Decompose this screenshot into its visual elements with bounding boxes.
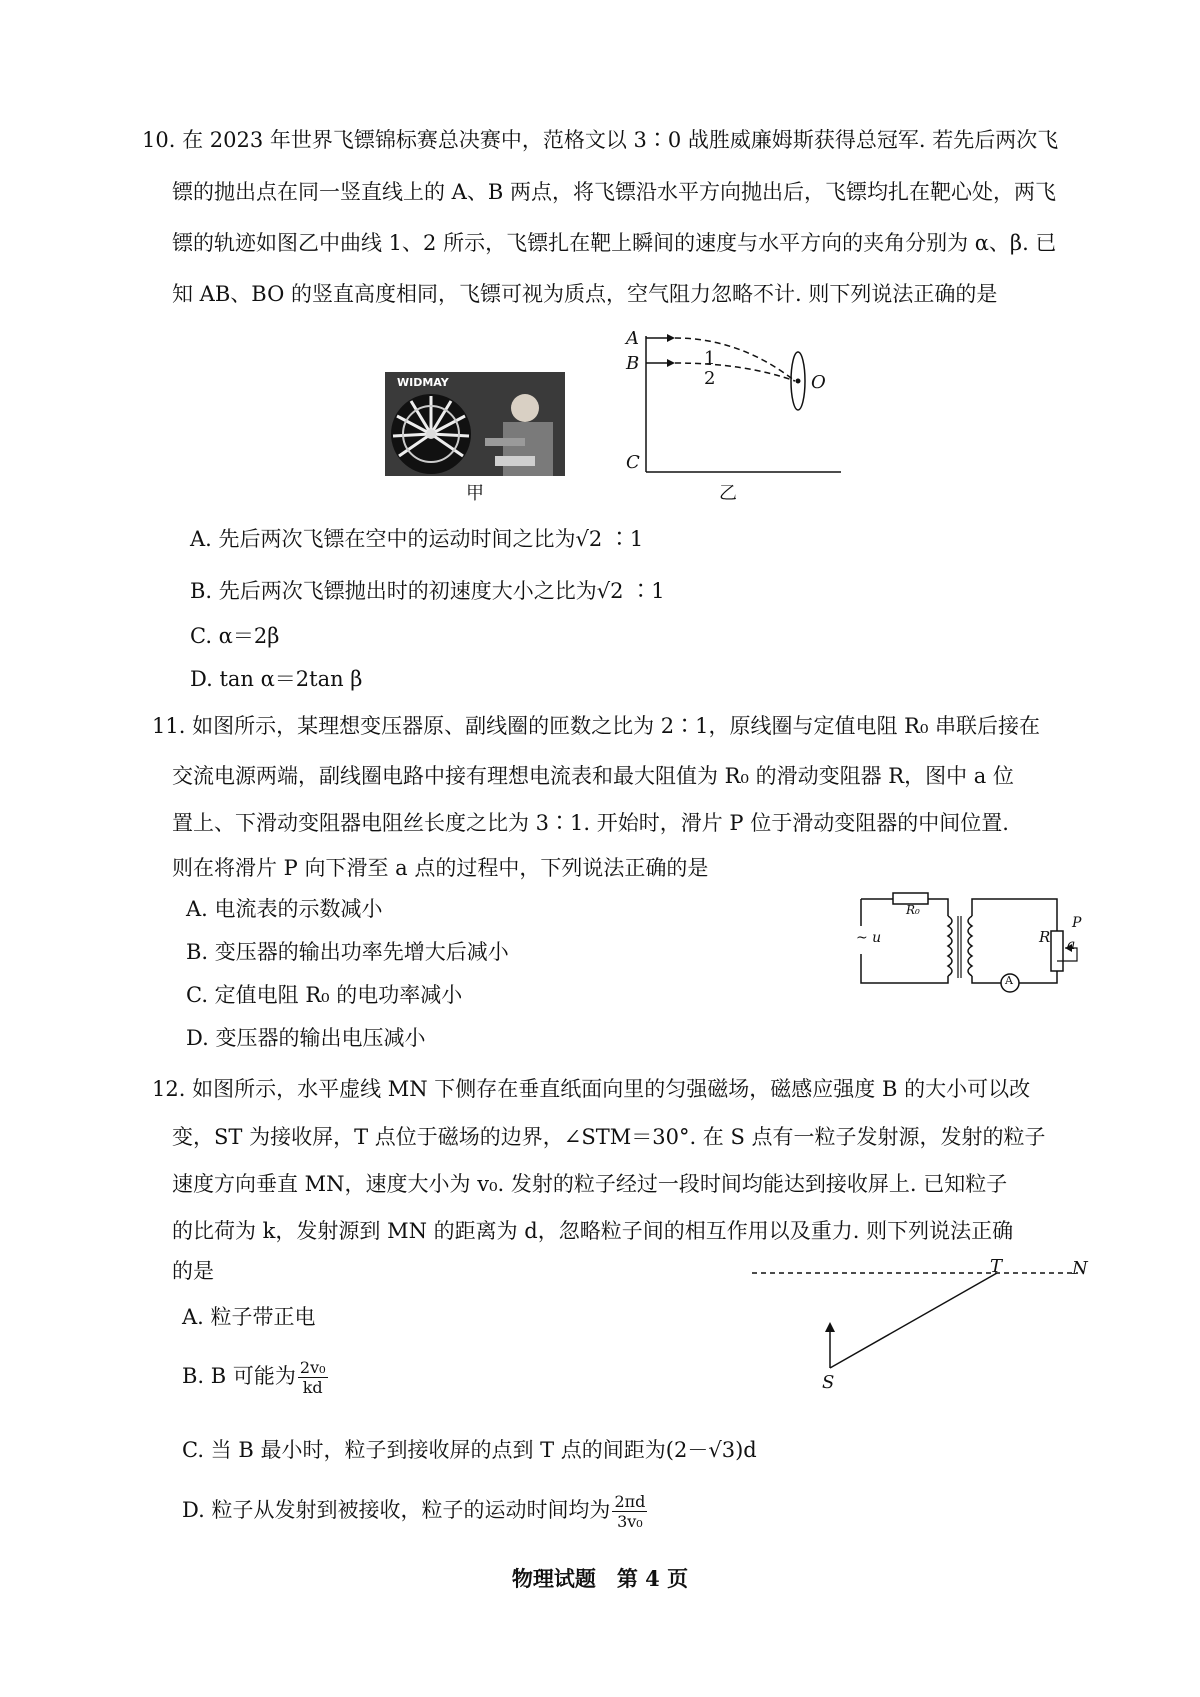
- q12-line-2: 变，ST 为接收屏，T 点位于磁场的边界，∠STM＝30°. 在 S 点有一粒子发射源，发射的粒子: [172, 1125, 1046, 1149]
- q12-option-b-fraction: [298, 1358, 328, 1397]
- q10-option-b: B. 先后两次飞镖抛出时的初速度大小之比为√2 ∶1: [190, 579, 665, 603]
- q12-option-a: A. 粒子带正电: [182, 1305, 316, 1329]
- figure-yi-diagram: [615, 320, 855, 480]
- point-n-label: N: [1072, 1258, 1088, 1279]
- page-footer: 物理试题 第 4 页: [511, 1566, 689, 1591]
- rheostat-r-label: R: [1039, 928, 1051, 946]
- ammeter-label: A: [1005, 974, 1013, 987]
- photo-caption-text: WIDMAY: [397, 376, 449, 389]
- point-o-label: O: [811, 372, 826, 393]
- q12-option-d-denominator: 3v₀: [617, 1512, 643, 1531]
- magnetic-field-diagram: [748, 1260, 1088, 1380]
- q12-line-5: 的是: [172, 1259, 214, 1283]
- q12-line-1: 12. 如图所示，水平虚线 MN 下侧存在垂直纸面向里的匀强磁场，磁感应强度 B 的大小可以改: [152, 1077, 1031, 1101]
- q11-line-3: 置上、下滑动变阻器电阻丝长度之比为 3∶1. 开始时，滑片 P 位于滑动变阻器的中间位置.: [172, 811, 1009, 835]
- q12-line-3: 速度方向垂直 MN，速度大小为 v₀. 发射的粒子经过一段时间均能达到接收屏上. 已知粒子: [172, 1172, 1008, 1196]
- q11-line-4: 则在将滑片 P 向下滑至 a 点的过程中，下列说法正确的是: [172, 856, 709, 880]
- q11-option-c: C. 定值电阻 R₀ 的电功率减小: [186, 983, 463, 1007]
- ac-source-label: ~ u: [856, 930, 882, 946]
- curve-1-label: 1: [704, 348, 716, 369]
- q11-option-a: A. 电流表的示数减小: [186, 897, 383, 921]
- figure-yi-label: 乙: [719, 483, 737, 504]
- point-t-label: T: [990, 1256, 1003, 1277]
- point-a-label: A: [626, 328, 639, 349]
- q11-option-b: B. 变压器的输出功率先增大后减小: [186, 940, 509, 964]
- q12-option-d: [182, 1492, 649, 1531]
- q12-option-d-numerator: 2πd: [614, 1492, 646, 1511]
- q10-option-a: A. 先后两次飞镖在空中的运动时间之比为√2 ∶1: [190, 527, 644, 551]
- q11-line-1: 11. 如图所示，某理想变压器原、副线圈的匝数之比为 2∶1，原线圈与定值电阻 R₀ 串联后接在: [152, 714, 1041, 738]
- slider-p-label: P: [1072, 915, 1082, 931]
- q12-option-d-fraction: [612, 1492, 647, 1531]
- point-c-label: C: [626, 452, 640, 473]
- q10-option-d: D. tan α＝2tan β: [190, 667, 363, 691]
- q12-option-b: [182, 1358, 330, 1397]
- point-b-label: B: [626, 353, 640, 374]
- q10-line-3: 镖的轨迹如图乙中曲线 1、2 所示，飞镖扎在靶上瞬间的速度与水平方向的夹角分别为 α、β. 已: [172, 231, 1057, 255]
- transformer-circuit-diagram: [852, 886, 1092, 1006]
- point-s-label: S: [822, 1372, 835, 1393]
- q11-line-2: 交流电源两端，副线圈电路中接有理想电流表和最大阻值为 R₀ 的滑动变阻器 R，图中 a 位: [172, 764, 1014, 788]
- q12-option-b-text: B. B 可能为: [182, 1364, 296, 1388]
- q12-option-d-text: D. 粒子从发射到被接收，粒子的运动时间均为: [182, 1498, 611, 1522]
- r0-resistor-label: R₀: [906, 903, 920, 917]
- q10-option-c: C. α＝2β: [190, 624, 280, 648]
- figure-jia-label: 甲: [466, 483, 484, 504]
- q12-option-b-numerator: 2v₀: [299, 1358, 326, 1377]
- q12-option-c: C. 当 B 最小时，粒子到接收屏的点到 T 点的间距为(2－√3)d: [182, 1438, 757, 1462]
- q11-option-d: D. 变压器的输出电压减小: [186, 1026, 426, 1050]
- q12-option-b-denominator: kd: [302, 1378, 323, 1397]
- q10-line-1: 10. 在 2023 年世界飞镖锦标赛总决赛中，范格文以 3∶0 战胜威廉姆斯获得总冠军. 若先后两次飞: [142, 128, 1059, 152]
- figure-jia-photo: [385, 372, 565, 476]
- point-a-circuit-label: a: [1067, 937, 1076, 953]
- curve-2-label: 2: [704, 368, 716, 389]
- q10-line-2: 镖的抛出点在同一竖直线上的 A、B 两点，将飞镖沿水平方向抛出后，飞镖均扎在靶心处，两飞: [172, 180, 1056, 204]
- q12-line-4: 的比荷为 k，发射源到 MN 的距离为 d，忽略粒子间的相互作用以及重力. 则下列说法正确: [172, 1219, 1014, 1243]
- q10-line-4: 知 AB、BO 的竖直高度相同，飞镖可视为质点，空气阻力忽略不计. 则下列说法正确的是: [172, 282, 998, 306]
